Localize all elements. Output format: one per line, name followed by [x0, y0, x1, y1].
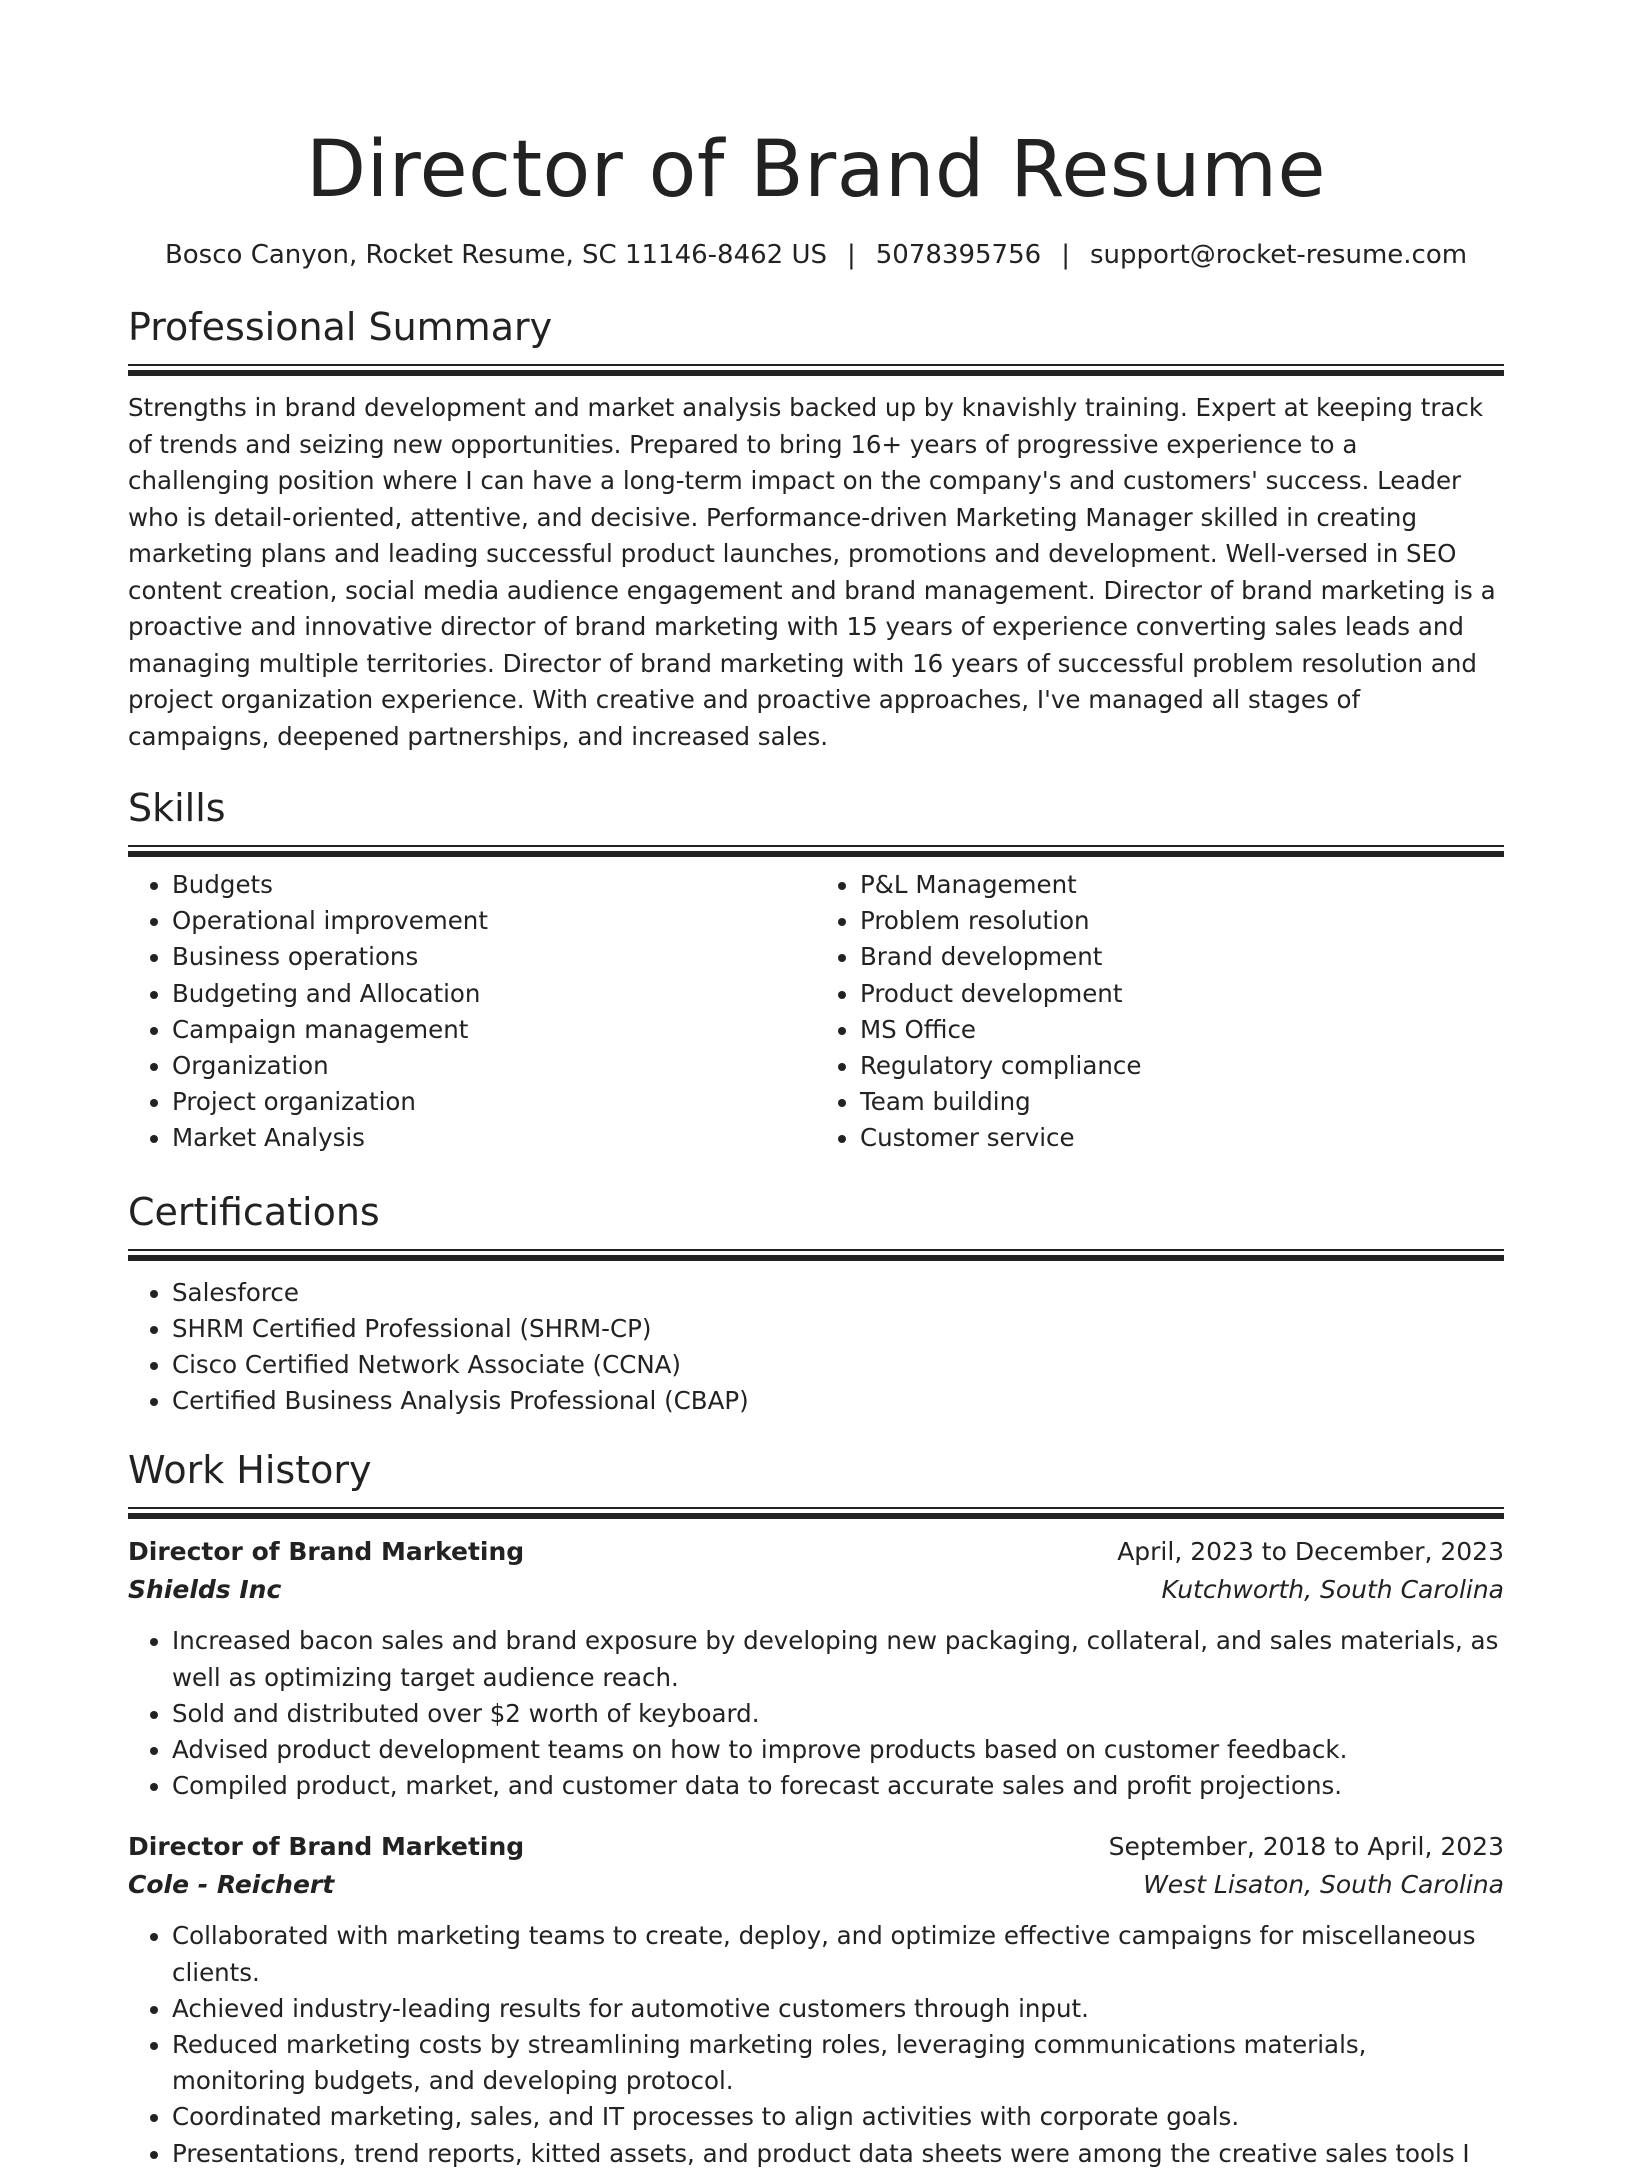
job-bullet: • Presentations, trend reports, kitted assets, and product data sheets were among the creative sales tools I	[172, 2136, 1504, 2172]
contact-email[interactable]: support@rocket-resume.com	[1089, 240, 1468, 270]
skill-item: • Budgets	[172, 867, 816, 903]
job-header-row	[128, 1828, 1504, 1866]
job-bullet: • Increased bacon sales and brand exposure by developing new packaging, collateral, and sales materials, as well as optimizing target audience reach.	[172, 1623, 1504, 1695]
resume-title: Director of Brand Resume	[306, 125, 1326, 215]
skill-item: • Operational improvement	[172, 903, 816, 939]
skills-columns	[128, 867, 1504, 1157]
skills-section	[128, 785, 1504, 1157]
job-location: West Lisaton, South Carolina	[1143, 1870, 1504, 1900]
certification-item: • Certified Business Analysis Professional (CBAP)	[172, 1383, 1504, 1419]
contact-separator: |	[1061, 240, 1070, 270]
skill-item: • Problem resolution	[860, 903, 1504, 939]
skill-item: • Project organization	[172, 1084, 816, 1120]
section-divider	[128, 364, 1504, 376]
skill-item: • Campaign management	[172, 1012, 816, 1048]
contact-phone: 5078395756	[875, 240, 1042, 270]
skills-list-right	[816, 867, 1504, 1157]
section-divider	[128, 845, 1504, 857]
job-bullet: • Compiled product, market, and customer data to forecast accurate sales and profit projections.	[172, 1768, 1504, 1804]
contact-line	[128, 238, 1504, 272]
skill-item: • Customer service	[860, 1120, 1504, 1156]
job-bullet-list	[128, 1623, 1504, 1804]
skill-item: • Business operations	[172, 939, 816, 975]
job-bullet: • Coordinated marketing, sales, and IT processes to align activities with corporate goals.	[172, 2099, 1504, 2135]
job-header-row	[128, 1533, 1504, 1571]
job-bullet-list	[128, 1918, 1504, 2171]
job-title: Director of Brand Marketing	[128, 1832, 525, 1862]
job-title: Director of Brand Marketing	[128, 1537, 525, 1567]
job-company-row	[128, 1571, 1504, 1609]
skill-item: • Product development	[860, 976, 1504, 1012]
job-company: Cole - Reichert	[128, 1870, 335, 1900]
section-title-work-history: Work History	[128, 1448, 372, 1493]
job-location: Kutchworth, South Carolina	[1161, 1575, 1504, 1605]
job-bullet: • Achieved industry-leading results for automotive customers through input.	[172, 1991, 1504, 2027]
job-dates: April, 2023 to December, 2023	[1117, 1537, 1504, 1567]
skill-item: • Market Analysis	[172, 1120, 816, 1156]
job-bullet: • Sold and distributed over $2 worth of keyboard.	[172, 1696, 1504, 1732]
skill-item: • Brand development	[860, 939, 1504, 975]
skill-item: • P&L Management	[860, 867, 1504, 903]
job-dates: September, 2018 to April, 2023	[1108, 1832, 1504, 1862]
skill-item: • MS Office	[860, 1012, 1504, 1048]
job-bullet: • Reduced marketing costs by streamlining marketing roles, leveraging communications materials, monitoring budgets, and developing protocol.	[172, 2027, 1504, 2099]
section-divider	[128, 1507, 1504, 1519]
work-history-section	[128, 1447, 1504, 2171]
summary-section	[128, 304, 1504, 755]
job-bullet: • Collaborated with marketing teams to create, deploy, and optimize effective campaigns for miscellaneous clients.	[172, 1918, 1504, 1990]
section-title-skills: Skills	[128, 786, 226, 830]
job-entry	[128, 1828, 1504, 2171]
job-company-row	[128, 1866, 1504, 1904]
certifications-list	[128, 1275, 1504, 1420]
job-entry	[128, 1533, 1504, 1804]
section-divider	[128, 1249, 1504, 1261]
job-list	[128, 1533, 1504, 2171]
contact-address: Bosco Canyon, Rocket Resume, SC 11146-8462 US	[164, 240, 827, 270]
skill-item: • Organization	[172, 1048, 816, 1084]
skill-item: • Regulatory compliance	[860, 1048, 1504, 1084]
certification-item: • SHRM Certified Professional (SHRM-CP)	[172, 1311, 1504, 1347]
skill-item: • Budgeting and Allocation	[172, 976, 816, 1012]
section-title-summary: Professional Summary	[128, 305, 553, 349]
certifications-section	[128, 1189, 1504, 1420]
job-company: Shields Inc	[128, 1575, 282, 1605]
skills-list-left	[128, 867, 816, 1157]
certification-item: • Cisco Certified Network Associate (CCNA)	[172, 1347, 1504, 1383]
contact-separator: |	[847, 240, 856, 270]
job-bullet: • Advised product development teams on how to improve products based on customer feedback.	[172, 1732, 1504, 1768]
certification-item: • Salesforce	[172, 1275, 1504, 1311]
skill-item: • Team building	[860, 1084, 1504, 1120]
section-title-certifications: Certifications	[128, 1189, 380, 1234]
summary-text: Strengths in brand development and market analysis backed up by knavishly training. Expert at keeping track of trends and seizing new opportunities. Prepared to bring 16+ years of progressive experience to a challenging position where I can have a long-term impact on the company's and customers' success. Leader who is detail-oriented, attentive, and decisive. Performance-driven Marketing Manager skilled in creating marketing plans and leading successful product launches, promotions and development. Well-versed in SEO content creation, social media audience engagement and brand management. Director of brand marketing is a proactive and innovative director of brand marketing with 15 years of experience converting sales leads and managing multiple territories. Director of brand marketing with 16 years of successful problem resolution and project organization experience. With creative and proactive approaches, I've managed all stages of campaigns, deepened partnerships, and increased sales.	[128, 393, 1496, 751]
